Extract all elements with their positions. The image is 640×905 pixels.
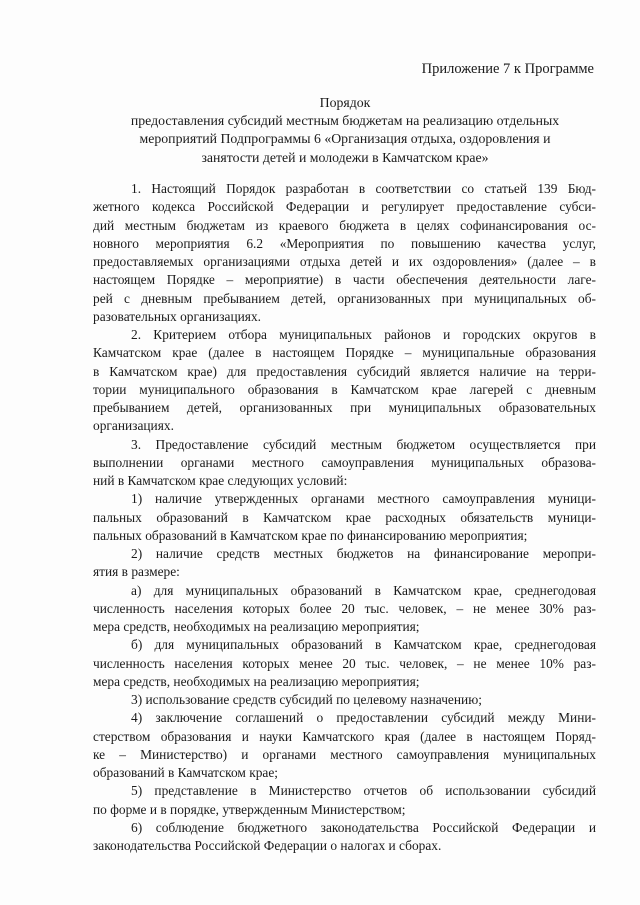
text-line: 5) представление в Министерство отчетов об использовании субсидий <box>131 783 596 799</box>
text-line: жетного кодекса Российской Федерации и регулирует предоставление субси- <box>93 199 596 215</box>
text-line: настоящем Порядке – мероприятие) в части обеспечения деятельности лаге- <box>93 272 596 288</box>
text-line: 1) наличие утвержденных органами местного самоуправления муници- <box>131 491 596 507</box>
document-title: Порядок <box>319 95 371 110</box>
heading-line: занятости детей и молодежи в Камчатском крае» <box>201 149 489 165</box>
text-line: законодательства Российской Федерации о налогах и сборах. <box>93 838 442 853</box>
text-line: мера средств, необходимых на реализацию мероприятия; <box>93 673 420 689</box>
text-line: пальных образований в Камчатском крае расходных обязательств муници- <box>93 509 596 525</box>
text-line: 3. Предоставление субсидий местным бюджетом осуществляется при <box>131 436 596 452</box>
text-line: выполнении органами местного самоуправления муниципальных образова- <box>93 454 596 470</box>
text-line: пребыванием детей, организованных при муниципальных образовательных <box>93 400 596 415</box>
text-line: по форме и в порядке, утвержденным Министерством; <box>93 801 406 817</box>
text-line: численность населения которых более 20 тыс. человек, – не менее 30% раз- <box>93 600 596 616</box>
text-line: 2) наличие средств местных бюджетов на финансирование меропри- <box>131 546 596 561</box>
text-line: б) для муниципальных образований в Камчатском крае, среднегодовая <box>131 637 596 653</box>
text-line: численность населения которых менее 20 тыс. человек, – не менее 10% раз- <box>93 655 596 671</box>
text-line: 4) заключение соглашений о предоставлении субсидий между Мини- <box>131 710 596 726</box>
text-line: тории муниципального образования в Камчатском крае лагерей с дневным <box>93 381 596 397</box>
text-line: 1. Настоящий Порядок разработан в соответствии со статьей 139 Бюд- <box>131 181 596 196</box>
text-line: ятия в размере: <box>93 564 180 580</box>
text-line: 6) соблюдение бюджетного законодательства Российской Федерации и <box>131 819 596 835</box>
heading-line: предоставления субсидий местным бюджетам на реализацию отдельных <box>130 113 560 129</box>
text-line: дий местным бюджетам из краевого бюджета в целях софинансирования ос- <box>93 217 596 233</box>
heading-line: мероприятий Подпрограммы 6 «Организация отдыха, оздоровления и <box>139 131 551 147</box>
text-line: мера средств, необходимых на реализацию мероприятия; <box>93 619 420 634</box>
text-line: рей с дневным пребыванием детей, организованных при муниципальных об- <box>93 290 596 306</box>
document-heading <box>110 94 580 167</box>
appendix-label: Приложение 7 к Программе <box>421 61 594 77</box>
text-line: новного мероприятия 6.2 «Мероприятия по повышению качества услуг, <box>93 235 596 251</box>
text-line: ке – Министерство) и органами местного самоуправления муниципальных <box>93 746 596 762</box>
text-line: ний в Камчатском крае следующих условий: <box>93 473 348 488</box>
text-line: разовательных организациях. <box>93 308 262 324</box>
text-line: предоставляемых организациями отдыха детей и их оздоровления» (далее – в <box>93 254 596 269</box>
text-line: пальных образований в Камчатском крае по финансированию мероприятия; <box>93 527 528 543</box>
text-line: 2. Критерием отбора муниципальных районов и городских округов в <box>131 327 596 342</box>
text-line: 3) использование средств субсидий по целевому назначению; <box>131 692 482 707</box>
text-line: в Камчатском крае) для предоставления субсидий является наличие на терри- <box>93 363 596 379</box>
text-line: Камчатском крае (далее в настоящем Порядке – муниципальные образования <box>93 345 596 361</box>
text-line: образований в Камчатском крае; <box>93 765 279 780</box>
text-line: стерством образования и науки Камчатского края (далее в настоящем Поряд- <box>93 728 596 744</box>
document-body <box>93 180 596 855</box>
text-line: организациях. <box>93 418 174 434</box>
text-line: а) для муниципальных образований в Камчатском крае, среднегодовая <box>131 582 596 598</box>
